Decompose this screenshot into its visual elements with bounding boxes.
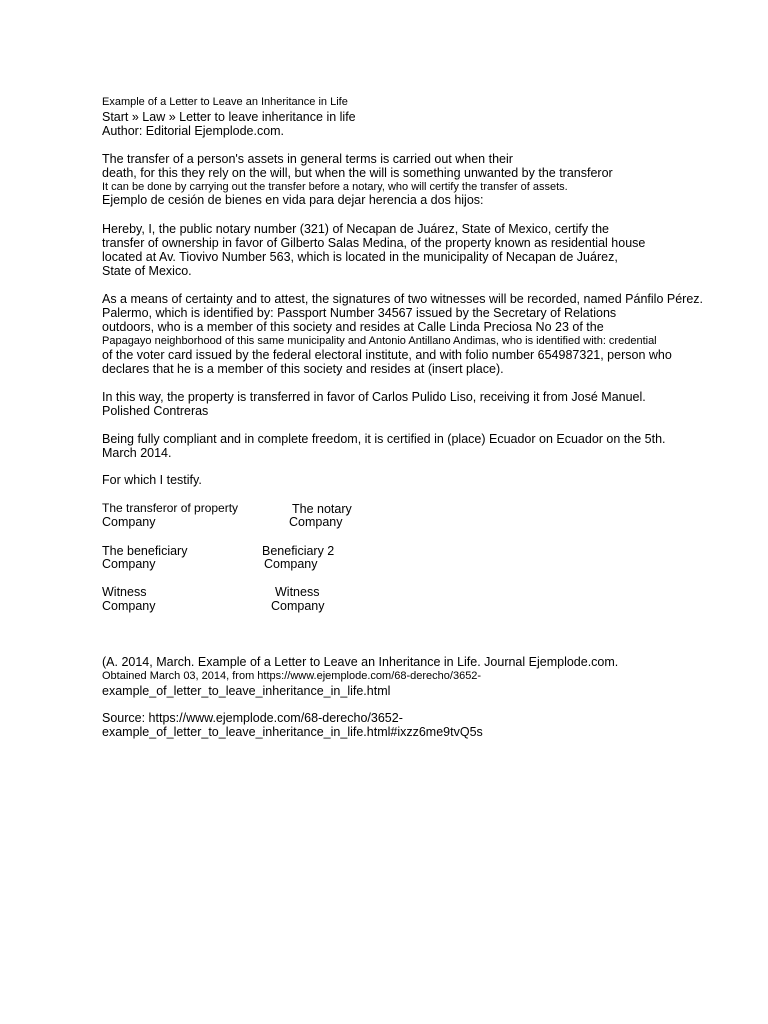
intro-line-2: death, for this they rely on the will, but when the will is something unwanted by the transferor <box>102 166 613 180</box>
signature-witness-1: Witness <box>102 585 147 599</box>
breadcrumb: Start » Law » Letter to leave inheritance in life <box>102 110 356 124</box>
citation-line-2: Obtained March 03, 2014, from https://www.ejemplode.com/68-derecho/3652- <box>102 670 482 682</box>
signature-beneficiary-2: Beneficiary 2 <box>262 544 335 558</box>
document-title: Example of a Letter to Leave an Inheritance in Life <box>102 96 348 108</box>
signature-beneficiary: The beneficiary <box>102 544 188 558</box>
intro-line-4: Ejemplo de cesión de bienes en vida para dejar herencia a dos hijos: <box>102 193 484 207</box>
signature-company: Company <box>102 557 156 571</box>
paragraph-1-line: located at Av. Tiovivo Number 563, which is located in the municipality of Necapan de Juárez, <box>102 250 618 264</box>
source-line-1: Source: https://www.ejemplode.com/68-derecho/3652- <box>102 711 403 725</box>
signature-company: Company <box>271 599 325 613</box>
author-line: Author: Editorial Ejemplode.com. <box>102 124 285 138</box>
signature-notary: The notary <box>292 502 352 516</box>
intro-line-1: The transfer of a person's assets in general terms is carried out when their <box>102 152 513 166</box>
paragraph-1-line: State of Mexico. <box>102 264 192 278</box>
paragraph-1-line: transfer of ownership in favor of Gilberto Salas Medina, of the property known as residential house <box>102 236 646 250</box>
paragraph-2-line: As a means of certainty and to attest, the signatures of two witnesses will be recorded, named Pánfilo Pérez. <box>102 292 704 306</box>
intro-line-3: It can be done by carrying out the transfer before a notary, who will certify the transfer of assets. <box>102 181 568 193</box>
citation-line-3: example_of_letter_to_leave_inheritance_in_life.html <box>102 684 391 698</box>
signature-company: Company <box>289 515 343 529</box>
paragraph-2-line: outdoors, who is a member of this society and resides at Calle Linda Preciosa No 23 of the <box>102 320 604 334</box>
paragraph-2-line: Papagayo neighborhood of this same municipality and Antonio Antillano Andimas, who is identified with: credential <box>102 335 657 347</box>
signature-transferor: The transferor of property <box>102 501 239 515</box>
paragraph-2-line: declares that he is a member of this society and resides at (insert place). <box>102 362 504 376</box>
testify-line: For which I testify. <box>102 473 202 487</box>
paragraph-3-line: Polished Contreras <box>102 404 209 418</box>
signature-company: Company <box>264 557 318 571</box>
source-line-2: example_of_letter_to_leave_inheritance_in_life.html#ixzz6me9tvQ5s <box>102 725 483 739</box>
signature-witness-2: Witness <box>275 585 320 599</box>
signature-company: Company <box>102 515 156 529</box>
paragraph-2-line: of the voter card issued by the federal electoral institute, and with folio number 654987321, person who <box>102 348 672 362</box>
paragraph-4-line: Being fully compliant and in complete freedom, it is certified in (place) Ecuador on Ecuador on the 5th. <box>102 432 666 446</box>
paragraph-4-line: March 2014. <box>102 446 172 460</box>
paragraph-1-line: Hereby, I, the public notary number (321) of Necapan de Juárez, State of Mexico, certify the <box>102 222 609 236</box>
paragraph-2-line: Palermo, which is identified by: Passport Number 34567 issued by the Secretary of Relations <box>102 306 617 320</box>
paragraph-3-line: In this way, the property is transferred in favor of Carlos Pulido Liso, receiving it from José Manuel. <box>102 390 646 404</box>
signature-company: Company <box>102 599 156 613</box>
citation-line-1: (A. 2014, March. Example of a Letter to Leave an Inheritance in Life. Journal Ejemplode.com. <box>102 655 619 669</box>
